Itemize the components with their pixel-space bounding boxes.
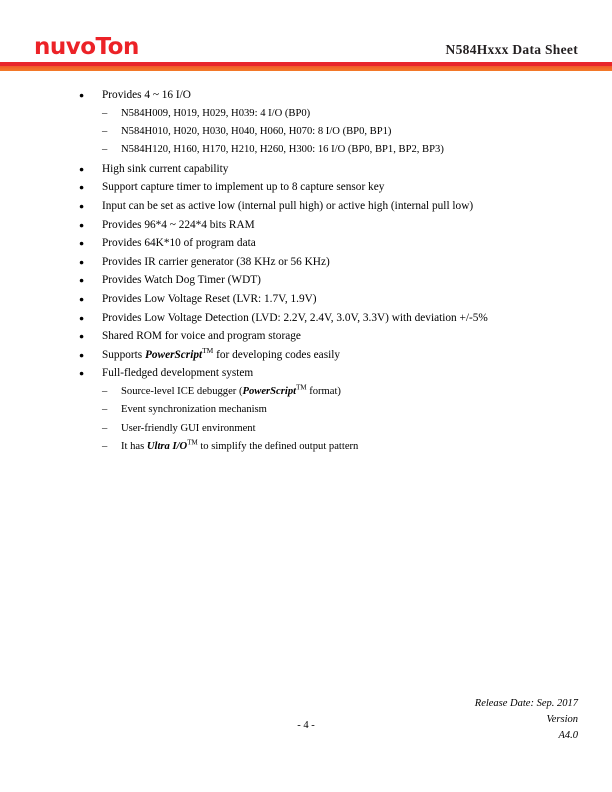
disc-bullet-icon: ●: [79, 368, 85, 379]
dash-bullet-icon: –: [102, 422, 108, 434]
disc-bullet-icon: ●: [79, 238, 85, 249]
disc-bullet-icon: ●: [79, 349, 85, 360]
list-item: [102, 438, 612, 456]
list-item: [0, 271, 612, 290]
list-item: [0, 234, 612, 253]
list-item: [0, 327, 612, 346]
feature-list-section: [0, 86, 612, 457]
feature-text-prefix: Supports: [102, 348, 145, 361]
trademark-superscript: TM: [296, 383, 307, 392]
feature-text: Provides IR carrier generator (38 KHz or 56 KHz): [102, 255, 330, 268]
feature-text: Provides Watch Dog Timer (WDT): [102, 274, 261, 287]
disc-bullet-icon: ●: [79, 163, 85, 174]
trademark-superscript: TM: [202, 345, 214, 355]
list-item: [0, 178, 612, 197]
logo-text: nuvoTon: [34, 34, 139, 60]
disc-bullet-icon: ●: [79, 293, 85, 304]
disc-bullet-icon: ●: [79, 219, 85, 230]
feature-text: Input can be set as active low (internal pull high) or active high (internal pull low): [102, 200, 474, 212]
list-item: [102, 401, 612, 419]
header-rule-shadow: [0, 71, 612, 73]
feature-text: [102, 346, 612, 365]
document-title: N584Hxxx Data Sheet: [445, 42, 578, 57]
disc-bullet-icon: ●: [79, 312, 85, 323]
list-item: [0, 216, 612, 235]
list-item: [102, 383, 612, 401]
list-item: [102, 123, 612, 141]
page-header: [0, 0, 612, 72]
version-value: A4.0: [558, 730, 578, 741]
dash-bullet-icon: –: [102, 107, 108, 119]
dash-bullet-icon: –: [102, 385, 108, 397]
dash-bullet-icon: –: [102, 126, 108, 137]
sub-feature-text: [121, 383, 341, 397]
product-name-powerscript: PowerScript: [242, 385, 297, 397]
footer-meta: [475, 696, 578, 744]
list-item: [0, 364, 612, 456]
disc-bullet-icon: ●: [79, 90, 85, 100]
feature-text: Full-fledged development system: [102, 367, 254, 380]
dash-bullet-icon: –: [102, 144, 108, 156]
trademark-superscript: TM: [187, 438, 198, 447]
disc-bullet-icon: ●: [79, 275, 85, 286]
sub-feature-text-suffix: format): [306, 385, 341, 397]
release-date: Release Date: Sep. 2017: [474, 698, 578, 709]
sub-feature-list: [102, 383, 612, 457]
feature-text: Provides 96*4 ~ 224*4 bits RAM: [102, 218, 255, 231]
disc-bullet-icon: ●: [79, 182, 85, 193]
list-item: [0, 346, 612, 365]
sub-feature-text: N584H009, H019, H029, H039: 4 I/O (BP0): [121, 107, 311, 119]
header-accent-rule: [0, 62, 612, 71]
dash-bullet-icon: –: [102, 404, 108, 416]
sub-feature-text: User-friendly GUI environment: [121, 422, 256, 434]
disc-bullet-icon: ●: [79, 256, 85, 267]
feature-text: Provides Low Voltage Reset (LVR: 1.7V, 1.9V): [102, 292, 317, 305]
list-item: [0, 86, 612, 160]
product-name-powerscript: PowerScript: [145, 348, 203, 361]
feature-text: Provides 64K*10 of program data: [102, 237, 256, 250]
dash-bullet-icon: –: [102, 441, 108, 453]
feature-text-suffix: for developing codes easily: [213, 348, 341, 361]
nuvoton-logo: [34, 36, 139, 59]
product-name-ultra-io: Ultra I/O: [146, 441, 188, 453]
sub-feature-text-suffix: to simplify the defined output pattern: [197, 441, 359, 453]
feature-list: [0, 86, 612, 457]
list-item: [0, 197, 612, 216]
version-label: Version: [546, 714, 578, 725]
list-item: [0, 160, 612, 179]
sub-feature-text: N584H010, H020, H030, H040, H060, H070: 8 I/O (BP0, BP1): [121, 126, 392, 137]
sub-feature-text-prefix: Source-level ICE debugger (: [121, 385, 243, 397]
feature-text: Support capture timer to implement up to 8 capture sensor key: [102, 181, 385, 194]
feature-text: Provides 4 ~ 16 I/O: [102, 89, 191, 101]
sub-feature-list: [102, 105, 612, 160]
sub-feature-text: [121, 438, 359, 453]
list-item: [102, 420, 612, 438]
list-item: [0, 253, 612, 272]
sub-feature-text: Event synchronization mechanism: [121, 404, 267, 416]
disc-bullet-icon: ●: [79, 201, 85, 211]
list-item: [102, 141, 612, 159]
page-number: - 4 -: [297, 720, 315, 731]
sub-feature-text: N584H120, H160, H170, H210, H260, H300: 16 I/O (BP0, BP1, BP2, BP3): [121, 144, 444, 156]
list-item: [102, 105, 612, 123]
page-footer: [0, 696, 612, 750]
feature-text: High sink current capability: [102, 162, 229, 175]
feature-text: Shared ROM for voice and program storage: [102, 330, 301, 343]
list-item: [0, 290, 612, 309]
sub-feature-text-prefix: It has: [121, 441, 147, 453]
list-item: [0, 309, 612, 328]
disc-bullet-icon: ●: [79, 331, 85, 342]
feature-text: Provides Low Voltage Detection (LVD: 2.2V, 2.4V, 3.0V, 3.3V) with deviation +/-5%: [102, 311, 488, 324]
